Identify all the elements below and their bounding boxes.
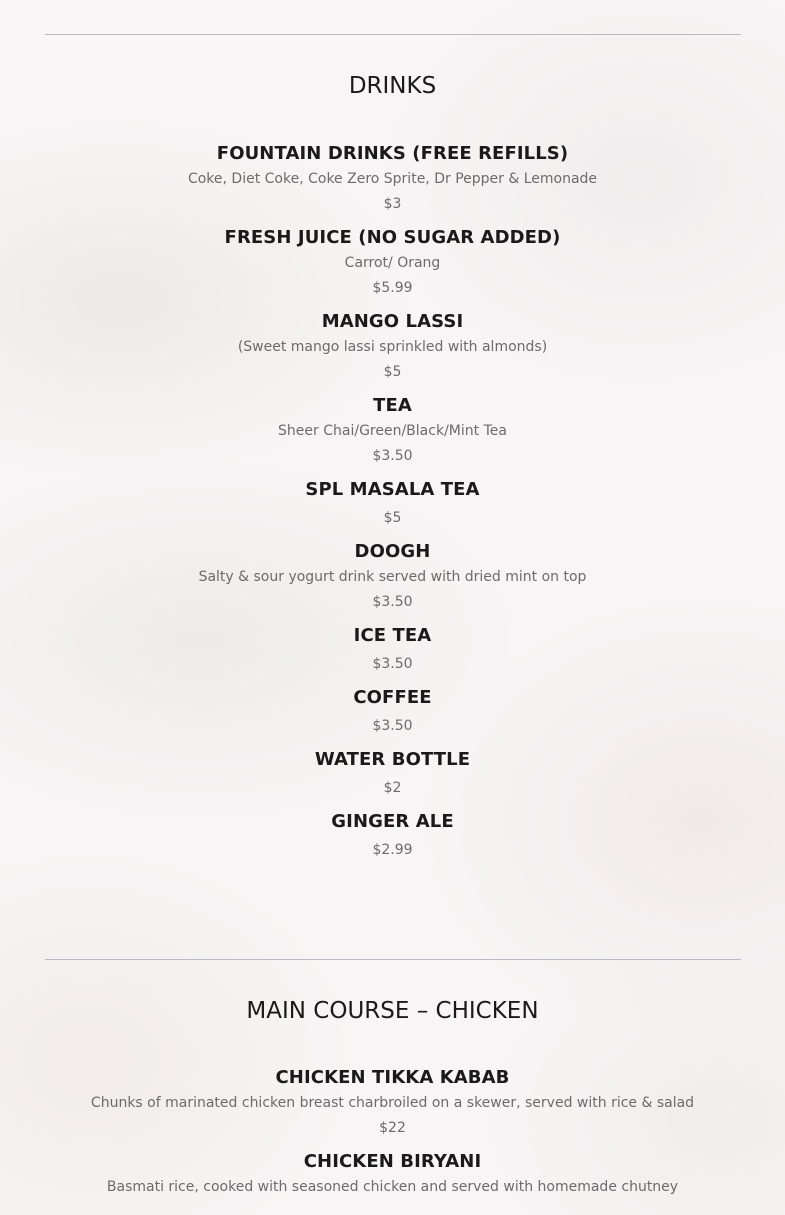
menu-item xyxy=(0,746,785,802)
item-name: COFFEE xyxy=(353,687,432,708)
menu-item xyxy=(0,808,785,864)
menu-item xyxy=(0,392,785,470)
item-price: $3.50 xyxy=(372,448,413,464)
item-name: CHICKEN BIRYANI xyxy=(303,1151,482,1172)
menu-item xyxy=(0,622,785,678)
menu-item xyxy=(0,224,785,302)
section-title-main-course-chicken: MAIN COURSE – CHICKEN xyxy=(246,998,539,1024)
chicken-list xyxy=(0,1064,785,1204)
item-name: SPL MASALA TEA xyxy=(305,479,480,500)
menu-item xyxy=(0,684,785,740)
item-price: $3.50 xyxy=(372,718,413,734)
item-name: DOOGH xyxy=(354,541,431,562)
item-price: $2 xyxy=(383,780,402,796)
item-name: ICE TEA xyxy=(353,625,432,646)
menu-item xyxy=(0,140,785,218)
item-price: $22 xyxy=(379,1120,406,1136)
section-title-drinks: DRINKS xyxy=(348,73,437,99)
drinks-list xyxy=(0,140,785,870)
item-price: $5 xyxy=(383,364,402,380)
menu-item xyxy=(0,308,785,386)
item-description: Sheer Chai/Green/Black/Mint Tea xyxy=(278,423,507,439)
item-name: GINGER ALE xyxy=(331,811,454,832)
item-price: $3.50 xyxy=(372,594,413,610)
item-name: WATER BOTTLE xyxy=(314,749,471,770)
item-price: $2.99 xyxy=(372,842,413,858)
item-price: $5.99 xyxy=(372,280,413,296)
menu-item xyxy=(0,476,785,532)
item-description: Chunks of marinated chicken breast charbroiled on a skewer, served with rice & salad xyxy=(90,1095,695,1111)
item-name: TEA xyxy=(373,395,412,416)
item-description: (Sweet mango lassi sprinkled with almonds) xyxy=(237,339,548,355)
item-description: Carrot/ Orang xyxy=(344,255,441,271)
item-description: Salty & sour yogurt drink served with dried mint on top xyxy=(198,569,587,585)
item-name: MANGO LASSI xyxy=(321,311,464,332)
top-divider xyxy=(45,34,741,35)
item-name: FRESH JUICE (NO SUGAR ADDED) xyxy=(224,227,561,248)
section-divider xyxy=(45,959,741,960)
item-description: Basmati rice, cooked with seasoned chicken and served with homemade chutney xyxy=(106,1179,679,1195)
item-description: Coke, Diet Coke, Coke Zero Sprite, Dr Pepper & Lemonade xyxy=(187,171,598,187)
menu-item xyxy=(0,1148,785,1198)
menu-item xyxy=(0,1064,785,1142)
item-price: $3.50 xyxy=(372,656,413,672)
item-name: CHICKEN TIKKA KABAB xyxy=(275,1067,510,1088)
menu-item xyxy=(0,538,785,616)
item-price: $5 xyxy=(383,510,402,526)
item-name: FOUNTAIN DRINKS (FREE REFILLS) xyxy=(216,143,569,164)
item-price: $3 xyxy=(383,196,402,212)
